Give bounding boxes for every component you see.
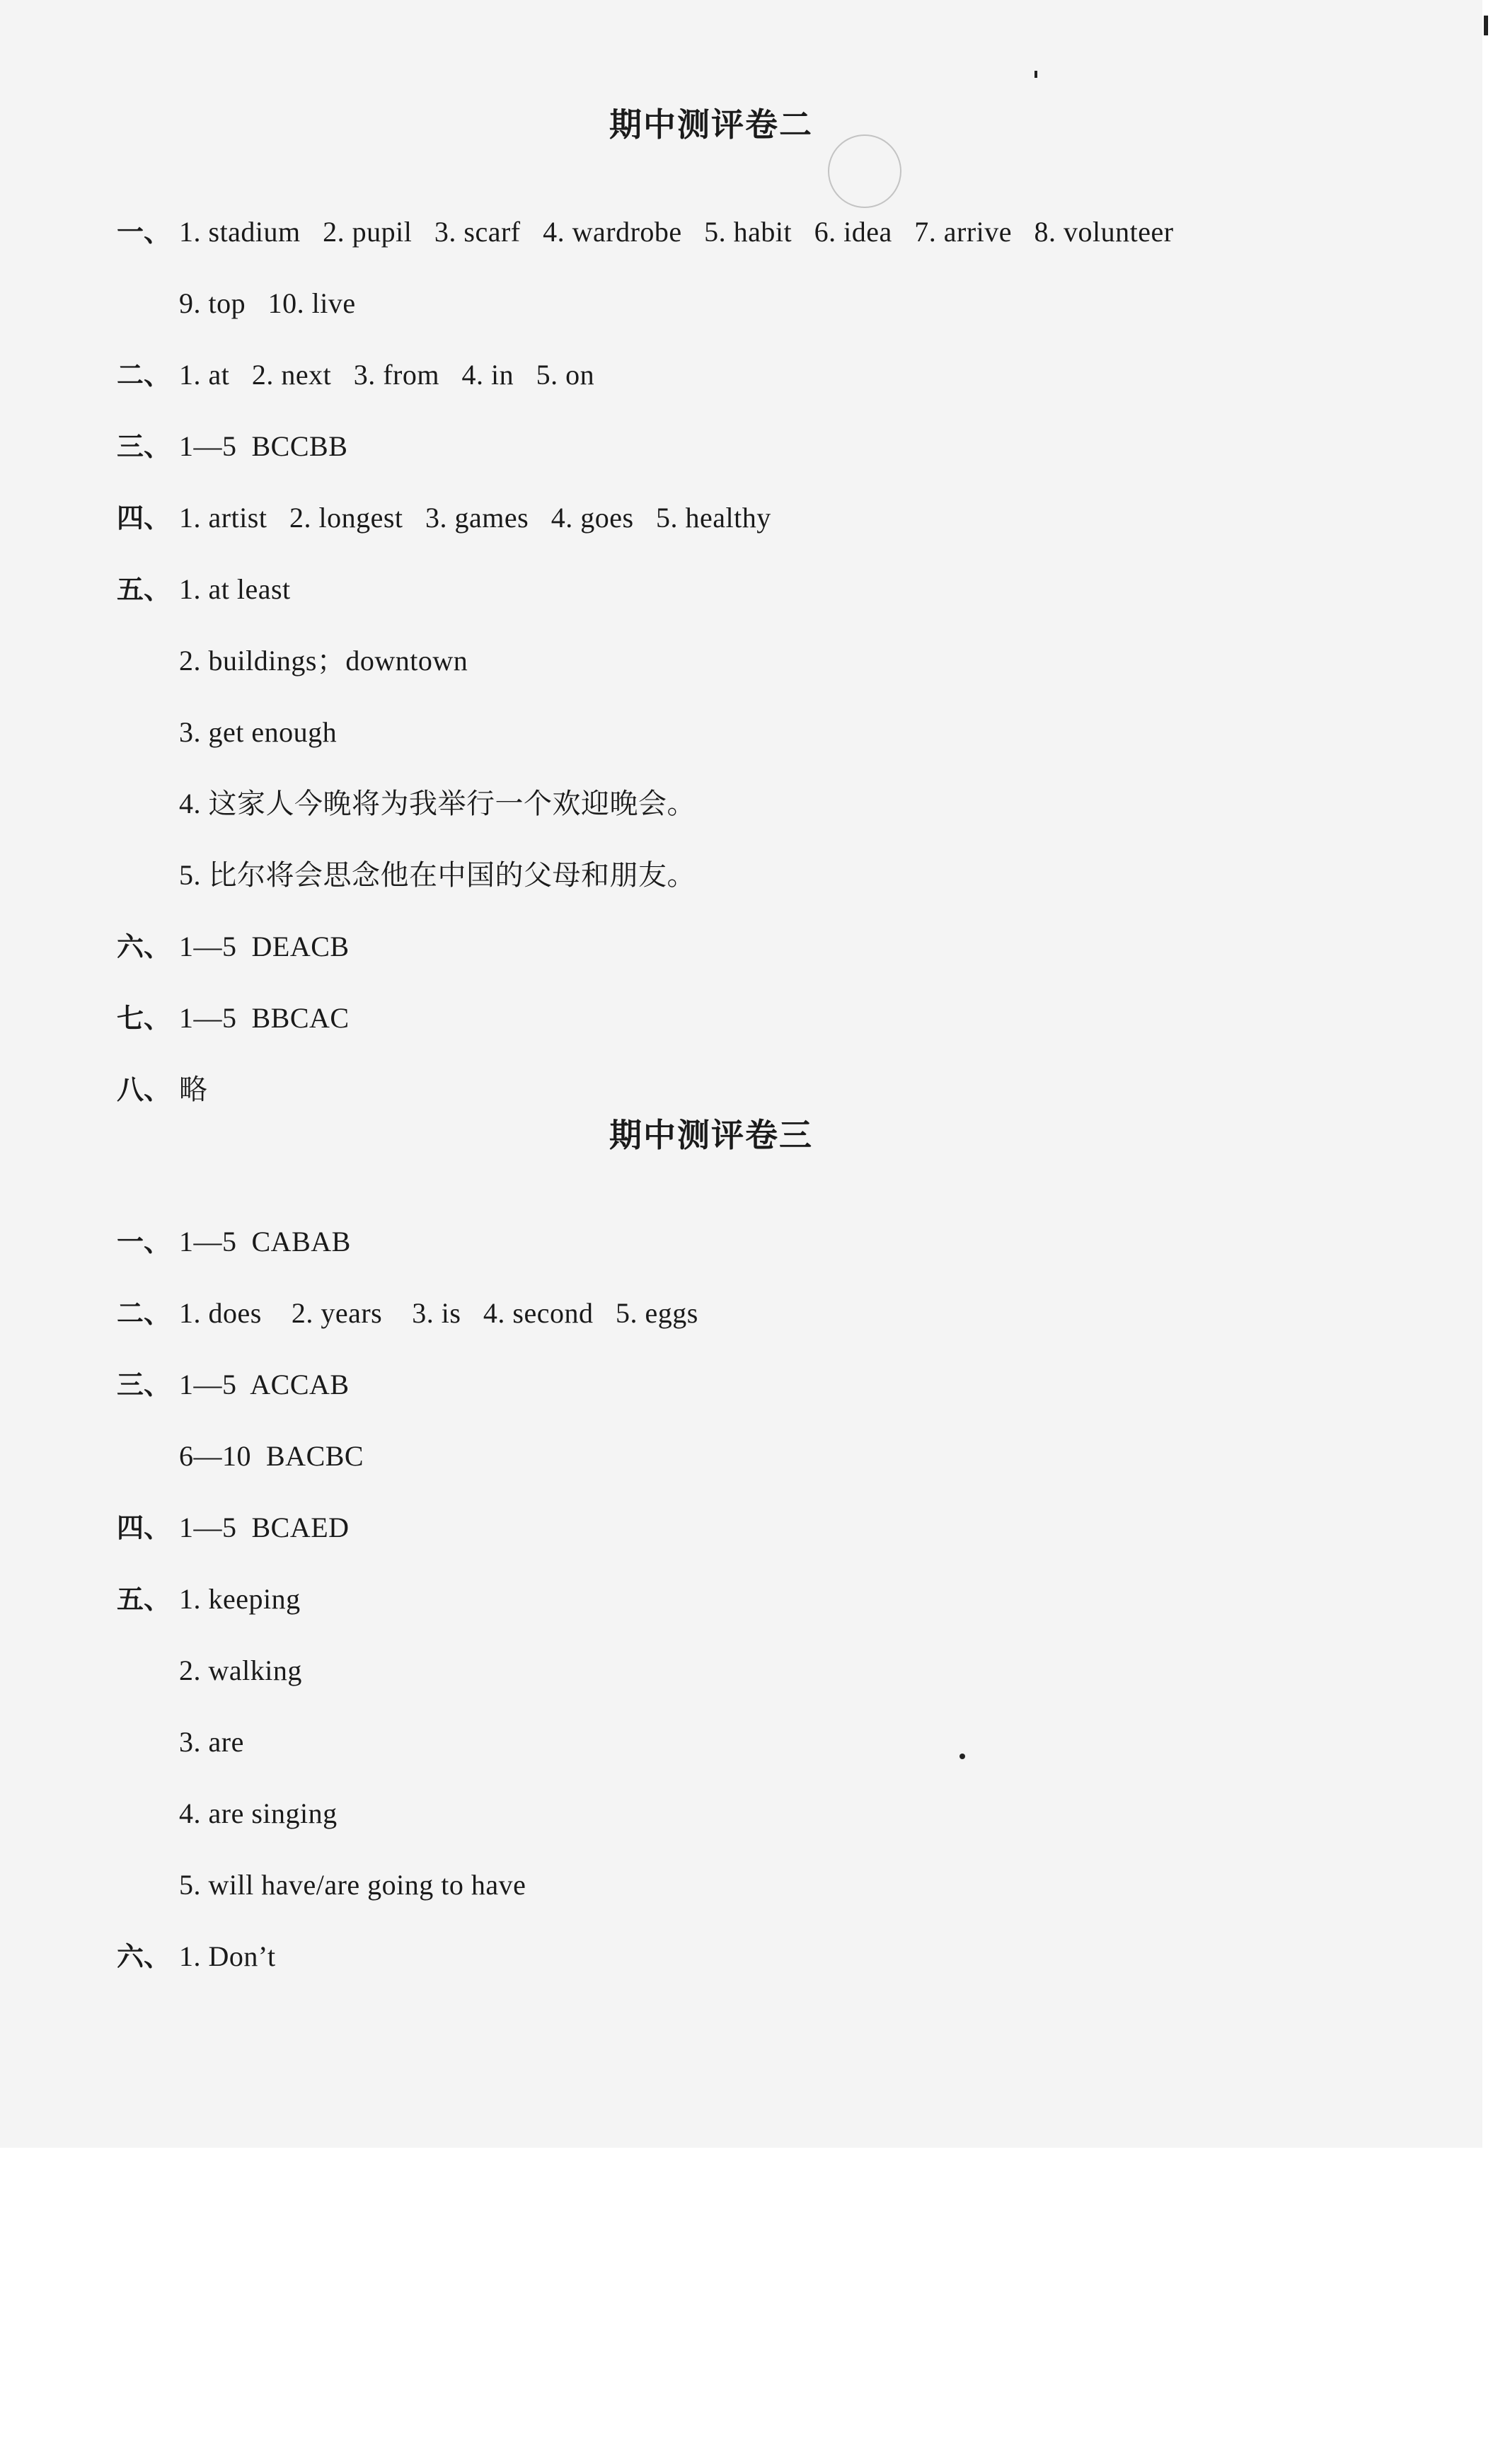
question-marker: 二、 bbox=[117, 359, 171, 391]
question-marker: 五、 bbox=[117, 574, 171, 605]
answer-text: 1—5 BBCAC bbox=[179, 1002, 350, 1034]
answer-text: 1—5 ACCAB bbox=[179, 1369, 350, 1400]
question-marker: 一、 bbox=[117, 1226, 171, 1257]
question-marker: 六、 bbox=[117, 1941, 171, 1972]
answer-text: 1—5 BCCBB bbox=[179, 430, 348, 462]
answer-text: 1—5 DEACB bbox=[179, 931, 350, 962]
question-marker: 八、 bbox=[117, 1074, 171, 1105]
answer-text: 5. 比尔将会思念他在中国的父母和朋友。 bbox=[179, 859, 696, 891]
answer-text: 1. at least bbox=[179, 573, 291, 605]
question-marker: 三、 bbox=[117, 1369, 171, 1400]
answer-text: 1. artist 2. longest 3. games 4. goes 5. healthy bbox=[179, 502, 771, 534]
scan-speck bbox=[1034, 71, 1037, 78]
answer-text: 1. at 2. next 3. from 4. in 5. on bbox=[179, 359, 595, 391]
answer-text: 略 bbox=[179, 1073, 208, 1105]
question-marker: 四、 bbox=[117, 1512, 171, 1543]
answer-text: 6—10 BACBC bbox=[179, 1440, 364, 1472]
question-marker: 二、 bbox=[117, 1298, 171, 1329]
answer-text: 1—5 BCAED bbox=[179, 1512, 350, 1543]
scan-margin bbox=[1482, 0, 1510, 2148]
answer-text: 1. keeping bbox=[179, 1583, 301, 1615]
answer-text: 9. top 10. live bbox=[179, 287, 356, 319]
scan-speck bbox=[1484, 16, 1488, 35]
answer-text: 1. Don’t bbox=[179, 1940, 276, 1972]
question-marker: 四、 bbox=[117, 502, 171, 534]
answer-text: 3. are bbox=[179, 1726, 244, 1758]
answer-text: 4. 这家人今晚将为我举行一个欢迎晚会。 bbox=[179, 788, 696, 819]
question-marker: 七、 bbox=[117, 1003, 171, 1034]
section-title-midterm-3: 期中测评卷三 bbox=[609, 1116, 813, 1154]
question-marker: 一、 bbox=[117, 217, 171, 248]
question-marker: 六、 bbox=[117, 931, 171, 962]
answer-text: 3. get enough bbox=[179, 716, 338, 748]
question-marker: 五、 bbox=[117, 1584, 171, 1615]
answer-text: 1. does 2. years 3. is 4. second 5. eggs bbox=[179, 1297, 698, 1329]
answer-text: 1. stadium 2. pupil 3. scarf 4. wardrobe 5. habit 6. idea 7. arrive 8. volunteer bbox=[179, 216, 1174, 248]
answer-text: 4. are singing bbox=[179, 1797, 338, 1829]
answer-text: 5. will have/are going to have bbox=[179, 1869, 526, 1901]
answer-text: 1—5 CABAB bbox=[179, 1226, 351, 1257]
answer-text: 2. buildings；downtown bbox=[179, 645, 468, 677]
answer-row bbox=[88, 1906, 276, 2008]
section-title-midterm-2: 期中测评卷二 bbox=[609, 105, 813, 144]
answer-text: 2. walking bbox=[179, 1654, 302, 1686]
scan-speck bbox=[959, 1754, 965, 1759]
question-marker: 三、 bbox=[117, 431, 171, 462]
